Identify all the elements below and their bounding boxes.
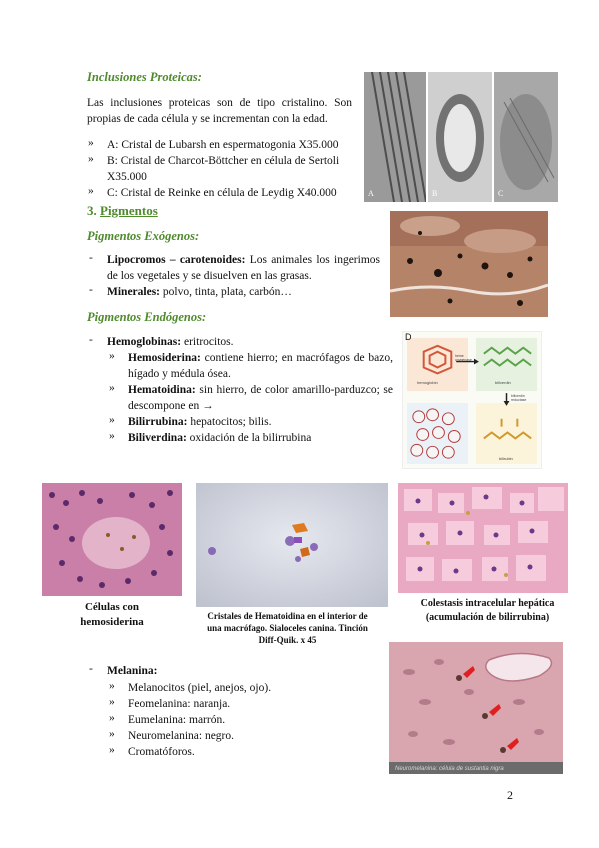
bullet-chevron: » — [88, 153, 94, 165]
term-bilirrubina: Bilirrubina: — [128, 416, 188, 428]
subitem-bilirrubina — [128, 414, 393, 430]
neuromelanin-tissue-image — [389, 642, 563, 774]
bullet-dash: - — [89, 663, 93, 675]
section-title: Pigmentos — [100, 203, 158, 218]
hematoidin-crystals-image — [196, 483, 388, 607]
text-hemoglobinas: eritrocitos. — [184, 336, 234, 348]
melanina-item-4: Neuromelanina: negro. — [128, 730, 235, 742]
diagram-letter-d: D — [405, 332, 412, 342]
cholestasis-liver-image — [398, 483, 568, 593]
section-title-pigmentos — [87, 203, 158, 219]
diagram-label-hemoglobin: hemoglobin — [417, 380, 438, 385]
heading-pigmentos-exogenos: Pigmentos Exógenos: — [87, 229, 200, 243]
melanina-item-1: Melanocitos (piel, anejos, ojo). — [128, 682, 272, 694]
page-number: 2 — [507, 788, 513, 802]
hemosiderin-cells-image — [42, 483, 182, 596]
caption-hematoidina: Cristales de Hematoidina en el interior de una macrófago. Sialoceles canina. Tinción Diff-Quik. x 45 — [207, 611, 368, 645]
caption-colestasis: Colestasis intracelular hepática (acumulación de bilirrubina) — [420, 598, 555, 623]
exogenos-item-minerales — [107, 284, 380, 300]
heading-pigmentos-endogenos: Pigmentos Endógenos: — [87, 310, 207, 324]
bullet-chevron: » — [109, 414, 115, 426]
text-hemosiderina: contiene hierro; en macrófagos de bazo, hígado y médula ósea. — [128, 352, 394, 380]
term-melanina: Melanina: — [107, 665, 158, 677]
proteicas-item-a: A: Cristal de Lubarsh en espermatogonia X35.000 — [107, 139, 339, 151]
diagram-label-biliverdin-reductase: biliverdin reductase — [511, 394, 527, 402]
term-hemosiderina: Hemosiderina: — [128, 352, 201, 364]
bullet-dash: - — [89, 252, 93, 264]
term-lipocromos: Lipocromos – carotenoides: — [107, 254, 246, 266]
text-lipocromos: Los animales los ingerimos de los vegetales y se disuelven en las grasas. — [107, 254, 380, 282]
electron-micrograph-crystals — [364, 72, 558, 202]
melanina-item-3: Eumelanina: marrón. — [128, 714, 226, 726]
bullet-chevron: » — [88, 137, 94, 149]
text-hematoidina: sin hierro, de color amarillo-parduzco; se descompone en → — [128, 384, 394, 412]
melanina-heading — [107, 663, 157, 679]
subitem-hematoidina — [128, 382, 393, 414]
subitem-biliverdina — [128, 430, 393, 446]
exogenos-item-lipocromos — [107, 252, 380, 284]
bullet-chevron: » — [109, 430, 115, 442]
term-hematoidina: Hematoidina: — [128, 384, 196, 396]
bullet-chevron: » — [109, 696, 115, 708]
bullet-chevron: » — [109, 728, 115, 740]
subitem-hemosiderina — [128, 350, 393, 382]
term-minerales: Minerales: — [107, 286, 161, 298]
caption-neuromelanina: Neuromelanina: célula de sustantia nigra — [395, 766, 504, 772]
melanina-item-2: Feomelanina: naranja. — [128, 698, 231, 710]
bullet-dash: - — [89, 334, 93, 346]
section-number: 3. — [87, 203, 97, 218]
endogenos-item-hemoglobinas — [107, 334, 367, 350]
text-biliverdina: oxidación de la bilirrubina — [189, 432, 312, 444]
proteicas-item-c: C: Cristal de Reinke en célula de Leydig X40.000 — [107, 187, 337, 199]
caption-hemosiderina: Células con hemosiderina — [80, 601, 144, 628]
bullet-chevron: » — [109, 350, 115, 362]
proteicas-intro: Las inclusiones proteicas son de tipo cristalino. Son propias de cada célula y se incrementan con la edad. — [87, 97, 352, 125]
bullet-chevron: » — [109, 712, 115, 724]
diagram-label-bilirubin: bilirubin — [499, 456, 513, 461]
term-biliverdina: Biliverdina: — [128, 432, 187, 444]
bullet-dash: - — [89, 284, 93, 296]
diagram-label-heme-oxygenase: heme oxygenase — [455, 354, 472, 362]
micrograph-label-b: B — [432, 189, 438, 198]
text-minerales: polvo, tinta, plata, carbón… — [162, 286, 292, 298]
melanina-item-5: Cromatóforos. — [128, 746, 195, 758]
bullet-chevron: » — [109, 382, 115, 394]
carbon-pigment-tissue-image — [390, 211, 548, 317]
proteicas-item-b: B: Cristal de Charcot-Böttcher en célula de Sertoli X35.000 — [107, 155, 340, 183]
bullet-chevron: » — [88, 185, 94, 197]
heme-degradation-diagram — [402, 331, 542, 469]
micrograph-label-c: C — [498, 189, 504, 198]
term-hemoglobinas: Hemoglobinas: — [107, 336, 182, 348]
bullet-chevron: » — [109, 744, 115, 756]
text-bilirrubina: hepatocitos; bilis. — [190, 416, 272, 428]
diagram-label-biliverdin: biliverdin — [495, 380, 511, 385]
bullet-chevron: » — [109, 680, 115, 692]
heading-inclusiones-proteicas: Inclusiones Proteicas: — [87, 70, 202, 84]
micrograph-label-a: A — [368, 189, 374, 198]
